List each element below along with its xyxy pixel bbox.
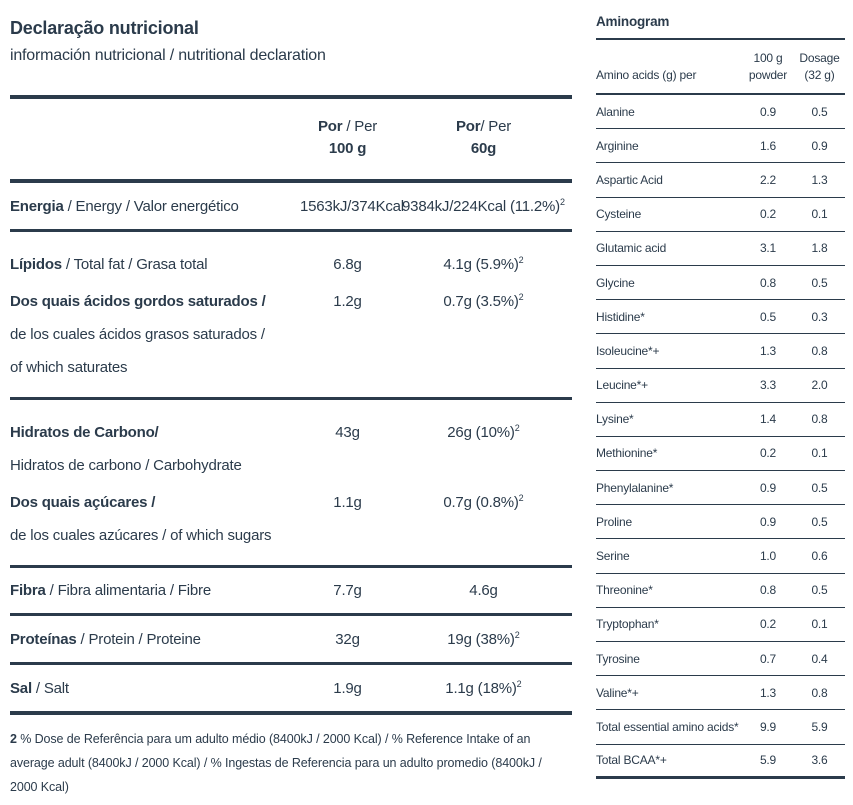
amino-100g: 5.9	[759, 753, 777, 768]
amino-100g: 3.1	[759, 241, 777, 256]
amino-name: Lysine*	[596, 412, 634, 427]
nutrition-subtitle: información nutricional / nutritional declaration	[10, 47, 326, 64]
amino-dosage: 0.3	[811, 309, 828, 324]
aminogram-col-dosage-line1: Dosage	[799, 51, 840, 65]
energy-value-100g: 1563kJ/374Kcal	[300, 197, 404, 215]
amino-100g: 0.8	[759, 583, 777, 598]
row-sugars	[10, 482, 572, 552]
footnote-ref: 2	[514, 423, 520, 433]
aminogram-title: Aminogram	[596, 14, 670, 29]
amino-100g: 0.7	[759, 651, 777, 666]
footnote-ref: 2	[518, 493, 524, 503]
salt-label	[10, 680, 300, 697]
aminogram-col-dosage	[794, 50, 845, 84]
protein-label	[10, 631, 300, 648]
per-100g-per: / Per	[342, 118, 378, 135]
amino-name: Tryptophan*	[596, 617, 659, 632]
salt-value-100g: 1.9g	[333, 679, 362, 697]
footnote-ref: 2	[559, 197, 565, 207]
sugars-label-bold: Dos quais açúcares /	[10, 494, 156, 511]
protein-value-60g	[395, 630, 572, 648]
amino-name: Alanine	[596, 104, 635, 119]
table-row	[596, 334, 845, 368]
saturates-label-en: of which saturates	[10, 359, 128, 376]
table-row	[596, 539, 845, 573]
total-fat-label-rest: / Total fat / Grasa total	[61, 256, 208, 273]
amino-dosage: 0.5	[811, 275, 828, 290]
total-fat-value-60g-text: 4.1g (5.9%)	[443, 256, 519, 273]
protein-label-bold: Proteínas	[10, 630, 77, 648]
energy-label-bold: Energia	[10, 197, 64, 215]
row-salt	[10, 679, 572, 697]
table-row	[596, 574, 845, 608]
amino-100g: 1.3	[759, 685, 777, 700]
footnote-ref: 2	[516, 679, 522, 689]
reference-intake-footnote	[10, 727, 572, 799]
saturates-label	[10, 285, 300, 318]
carbohydrate-label	[10, 416, 300, 482]
amino-dosage: 0.5	[811, 514, 828, 529]
amino-name: Tyrosine	[596, 651, 640, 666]
table-row	[596, 369, 845, 403]
amino-dosage: 2.0	[811, 378, 828, 393]
aminogram-col-100g	[742, 50, 794, 84]
section-energy	[10, 183, 572, 229]
aminogram-table	[596, 12, 845, 799]
saturates-value-100g: 1.2g	[333, 293, 362, 310]
energy-label-rest: / Energy / Valor energético	[63, 197, 239, 215]
row-total-fat	[10, 244, 572, 281]
sugars-label-line2: de los cuales azúcares / of which sugars	[10, 527, 272, 544]
amino-name: Total essential amino acids*	[596, 719, 739, 734]
amino-dosage: 0.9	[811, 138, 828, 153]
amino-100g: 3.3	[759, 378, 777, 393]
footnote-ref: 2	[518, 255, 524, 265]
row-saturates	[10, 281, 572, 318]
fibre-label-bold: Fibra	[10, 582, 46, 599]
per-100g-caption	[300, 116, 395, 138]
amino-dosage: 0.4	[811, 651, 828, 666]
amino-dosage: 0.5	[811, 104, 828, 119]
section-salt	[10, 665, 572, 711]
saturates-value-60g-text: 0.7g (3.5%)	[443, 293, 519, 310]
carbohydrate-value-100g: 43g	[335, 424, 360, 441]
salt-value-60g	[395, 679, 572, 697]
nutrition-title: Declaração nutricional	[10, 18, 199, 38]
row-carbohydrate	[10, 412, 572, 482]
per-60g-quantity: 60g	[470, 140, 497, 157]
amino-dosage: 0.1	[811, 207, 828, 222]
aminogram-col-label: Amino acids (g) per	[596, 68, 697, 82]
sugars-value-60g-text: 0.7g (0.8%)	[443, 494, 519, 511]
amino-name: Leucine*+	[596, 378, 648, 393]
row-fibre	[10, 582, 572, 599]
amino-100g: 0.5	[759, 309, 777, 324]
table-row	[596, 471, 845, 505]
amino-dosage: 0.5	[811, 583, 828, 598]
total-fat-label-bold: Lípidos	[10, 256, 62, 273]
carbohydrate-label-line2: Hidratos de carbono / Carbohydrate	[10, 457, 242, 474]
footnote-marker: 2	[10, 732, 17, 746]
aminogram-col-100g-line2: powder	[748, 68, 788, 82]
amino-100g: 2.2	[759, 172, 777, 187]
table-row	[596, 505, 845, 539]
energy-value-60g	[395, 197, 572, 215]
fibre-value-60g: 4.6g	[469, 582, 498, 599]
fibre-value-100g: 7.7g	[333, 582, 362, 599]
amino-name: Valine*+	[596, 685, 639, 700]
saturates-label-es: de los cuales ácidos grasos saturados /	[10, 326, 265, 343]
amino-100g: 9.9	[759, 719, 777, 734]
fibre-label-rest: / Fibra alimentaria / Fibre	[45, 582, 211, 599]
amino-dosage: 1.3	[811, 172, 828, 187]
per-60g-caption	[395, 116, 572, 138]
amino-name: Histidine*	[596, 309, 645, 324]
amino-dosage: 0.5	[811, 480, 828, 495]
amino-name: Glutamic acid	[596, 241, 667, 256]
salt-label-rest: / Salt	[31, 679, 69, 697]
amino-name: Serine	[596, 549, 630, 564]
aminogram-rows	[596, 95, 845, 779]
amino-name: Cysteine	[596, 207, 642, 222]
table-row	[596, 129, 845, 163]
salt-label-bold: Sal	[10, 679, 32, 697]
sugars-value-60g	[395, 482, 572, 519]
amino-dosage: 3.6	[811, 753, 828, 768]
table-row	[596, 300, 845, 334]
salt-value-60g-text: 1.1g (18%)	[445, 680, 517, 697]
sugars-label	[10, 486, 300, 552]
column-header-per-100g	[300, 116, 395, 160]
amino-100g: 0.2	[759, 617, 777, 632]
nutrition-declaration-table	[10, 12, 572, 799]
amino-dosage: 1.8	[811, 241, 828, 256]
amino-name: Phenylalanine*	[596, 480, 674, 495]
amino-100g: 0.2	[759, 446, 777, 461]
amino-name: Glycine	[596, 275, 635, 290]
table-row	[596, 163, 845, 197]
carbohydrate-value-60g-text: 26g (10%)	[447, 424, 515, 441]
amino-100g: 0.2	[759, 207, 777, 222]
per-60g-per: / Per	[480, 118, 512, 135]
footnote-ref: 2	[518, 292, 524, 302]
table-row	[596, 95, 845, 129]
amino-name: Methionine*	[596, 446, 658, 461]
total-fat-value-60g	[395, 244, 572, 281]
amino-name: Total BCAA*+	[596, 753, 667, 768]
footnote-ref: 2	[514, 630, 520, 640]
amino-dosage: 0.1	[811, 446, 828, 461]
saturates-label-bold: Dos quais ácidos gordos saturados /	[10, 293, 266, 310]
amino-dosage: 0.8	[811, 412, 828, 427]
section-fibre	[10, 568, 572, 613]
aminogram-col-100g-line1: 100 g	[753, 51, 783, 65]
amino-100g: 1.6	[759, 138, 777, 153]
aminogram-col-dosage-line2: (32 g)	[804, 68, 835, 82]
carbohydrate-value-60g	[395, 412, 572, 449]
carbohydrate-label-line1	[10, 416, 300, 449]
total-fat-value-100g: 6.8g	[333, 256, 362, 273]
aminogram-header-row	[596, 40, 845, 93]
column-header-row	[10, 99, 572, 179]
amino-dosage: 5.9	[811, 719, 828, 734]
amino-100g: 1.4	[759, 412, 777, 427]
table-row	[596, 266, 845, 300]
energy-value-60g-text: 9384kJ/224Kcal (11.2%)	[402, 198, 560, 215]
protein-label-rest: / Protein / Proteine	[76, 630, 201, 648]
table-row	[596, 232, 845, 266]
fibre-label	[10, 582, 300, 599]
energy-label	[10, 198, 300, 215]
table-row	[596, 403, 845, 437]
section-protein	[10, 616, 572, 662]
amino-dosage: 0.8	[811, 343, 828, 358]
footnote-text: % Dose de Referência para um adulto médio (8400kJ / 2000 Kcal) / % Reference Intake of an average adult (8400kJ / 2000 Kcal) / % Ingestas de Referencia para un adulto promedio (8400kJ / 2000 Kcal)	[10, 732, 542, 794]
row-protein	[10, 630, 572, 648]
amino-100g: 0.9	[759, 514, 777, 529]
table-row	[596, 642, 845, 676]
amino-100g: 0.9	[759, 104, 777, 119]
row-energy	[10, 197, 572, 215]
amino-100g: 0.9	[759, 480, 777, 495]
amino-100g: 1.3	[759, 343, 777, 358]
column-header-per-60g	[395, 116, 572, 160]
total-fat-label	[10, 248, 300, 281]
amino-name: Arginine	[596, 138, 639, 153]
amino-100g: 1.0	[759, 549, 777, 564]
table-row	[596, 710, 845, 744]
protein-value-60g-text: 19g (38%)	[447, 631, 515, 648]
table-row	[596, 608, 845, 642]
amino-name: Aspartic Acid	[596, 172, 663, 187]
carbohydrate-label-bold: Hidratos de Carbono/	[10, 424, 159, 441]
amino-name: Proline	[596, 514, 632, 529]
table-row	[596, 676, 845, 710]
table-row	[596, 745, 845, 779]
section-fat	[10, 232, 572, 397]
per-100g-quantity: 100 g	[328, 140, 367, 157]
amino-dosage: 0.8	[811, 685, 828, 700]
sugars-label-line1	[10, 486, 300, 519]
divider	[10, 711, 572, 715]
amino-dosage: 0.1	[811, 617, 828, 632]
table-row	[596, 198, 845, 232]
section-carbohydrate	[10, 400, 572, 565]
amino-100g: 0.8	[759, 275, 777, 290]
saturates-value-60g	[395, 281, 572, 318]
amino-dosage: 0.6	[811, 549, 828, 564]
sugars-value-100g: 1.1g	[333, 494, 362, 511]
amino-name: Threonine*	[596, 583, 653, 598]
per-100g-por: Por	[317, 118, 343, 135]
protein-value-100g: 32g	[335, 630, 360, 648]
table-row	[596, 437, 845, 471]
per-60g-por: Por	[455, 118, 481, 135]
amino-name: Isoleucine*+	[596, 343, 660, 358]
